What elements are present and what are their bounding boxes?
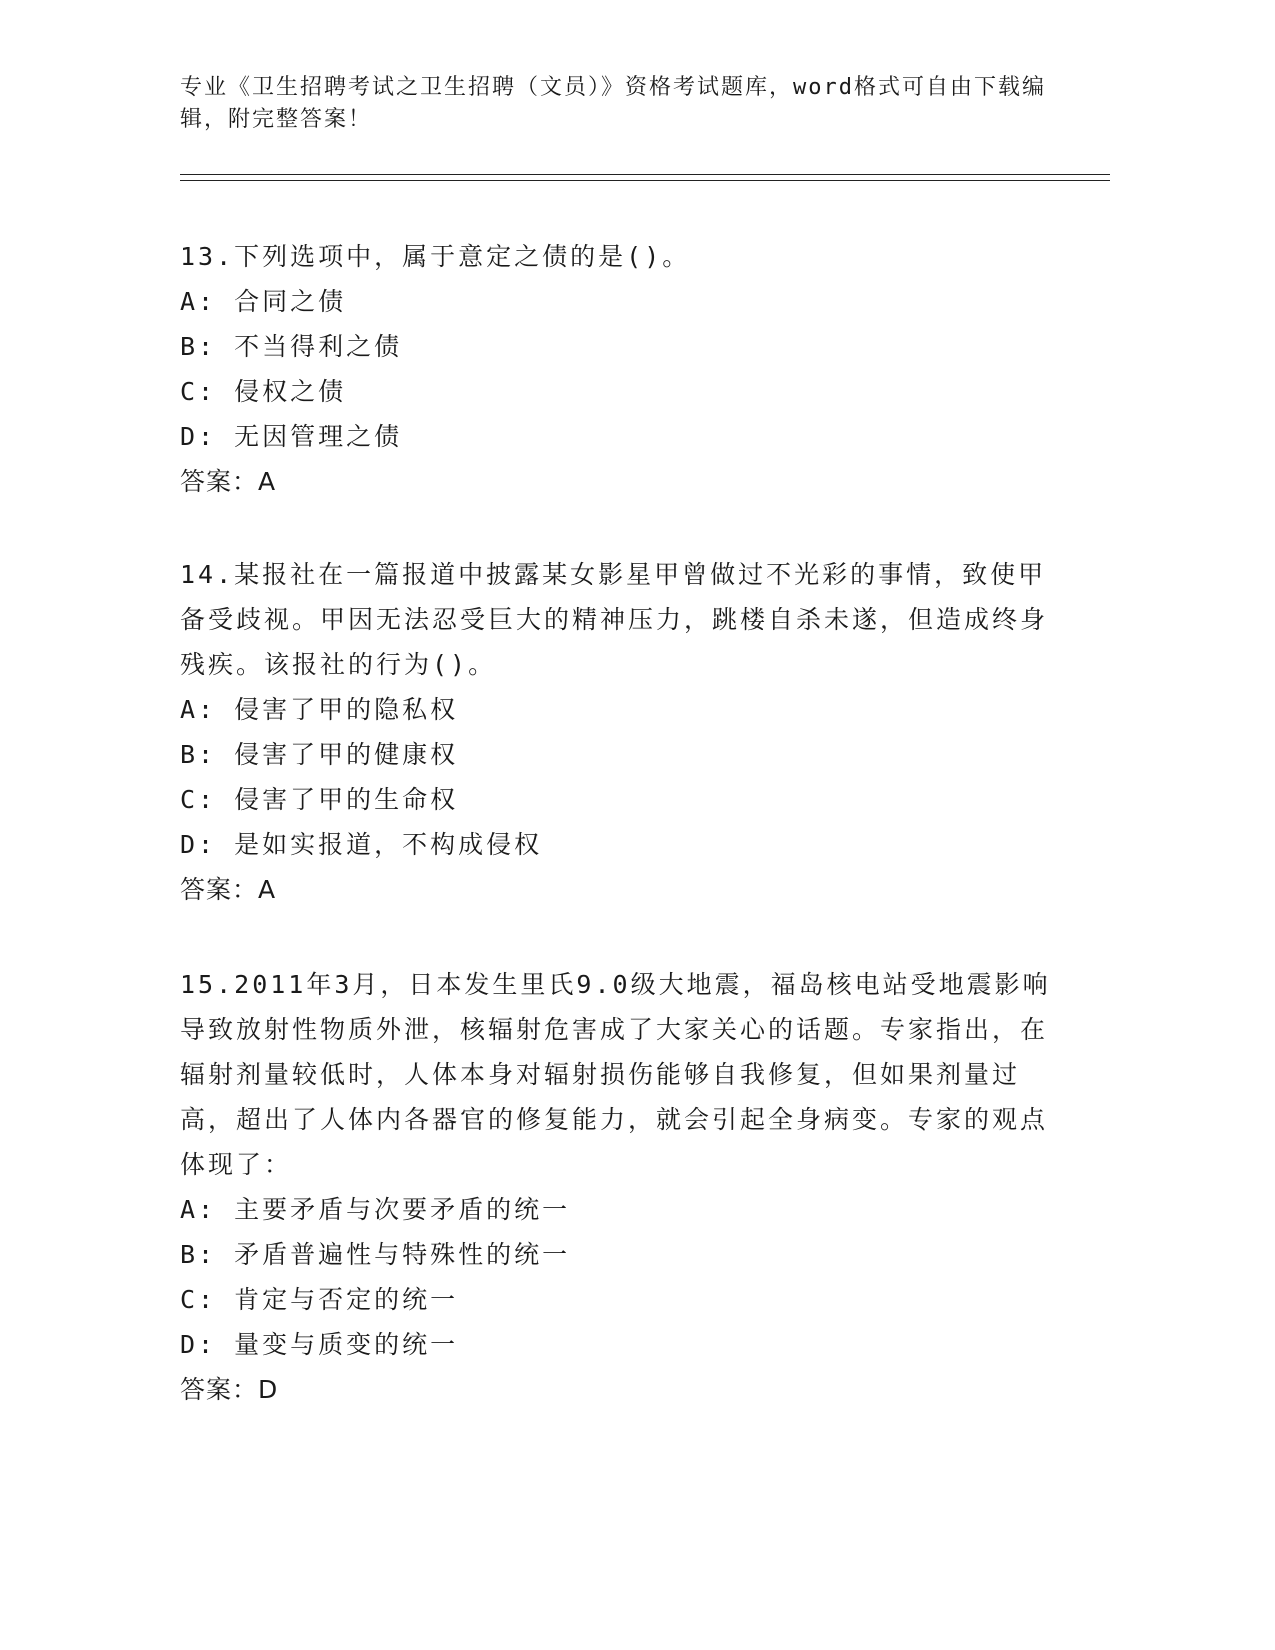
question-stem: 14.某报社在一篇报道中披露某女影星甲曾做过不光彩的事情，致使甲备受歧视。甲因无法忍受巨大的精神压力，跳楼自杀未遂，但造成终身残疾。该报社的行为()。: [180, 560, 1049, 679]
option-b: B: 不当得利之债: [180, 332, 403, 361]
option-c: C: 肯定与否定的统一: [180, 1285, 459, 1314]
option-d: D: 是如实报道，不构成侵权: [180, 830, 543, 859]
header-divider-bottom: [180, 180, 1110, 181]
option-d: D: 无因管理之债: [180, 422, 403, 451]
answer-line: 答案：A: [180, 875, 277, 904]
question-15: [180, 962, 1060, 1412]
answer-line: 答案：A: [180, 467, 277, 496]
option-a: A: 主要矛盾与次要矛盾的统一: [180, 1195, 571, 1224]
option-d: D: 量变与质变的统一: [180, 1330, 459, 1359]
header-divider-top: [180, 174, 1110, 175]
option-a: A: 合同之债: [180, 287, 347, 316]
option-b: B: 矛盾普遍性与特殊性的统一: [180, 1240, 571, 1269]
question-14: [180, 552, 1060, 912]
question-stem: 13.下列选项中，属于意定之债的是()。: [180, 242, 691, 271]
question-stem: 15.2011年3月，日本发生里氏9.0级大地震，福岛核电站受地震影响导致放射性物质外泄，核辐射危害成了大家关心的话题。专家指出，在辐射剂量较低时，人体本身对辐射损伤能够自我修复，但如果剂量过高，超出了人体内各器官的修复能力，就会引起全身病变。专家的观点体现了：: [180, 970, 1051, 1179]
answer-line: 答案：D: [180, 1375, 279, 1404]
option-b: B: 侵害了甲的健康权: [180, 740, 459, 769]
option-c: C: 侵权之债: [180, 377, 347, 406]
option-a: A: 侵害了甲的隐私权: [180, 695, 459, 724]
question-13: [180, 234, 1060, 504]
document-header: 专业《卫生招聘考试之卫生招聘（文员）》资格考试题库，word格式可自由下载编辑，附完整答案！: [180, 75, 1046, 132]
option-c: C: 侵害了甲的生命权: [180, 785, 459, 814]
